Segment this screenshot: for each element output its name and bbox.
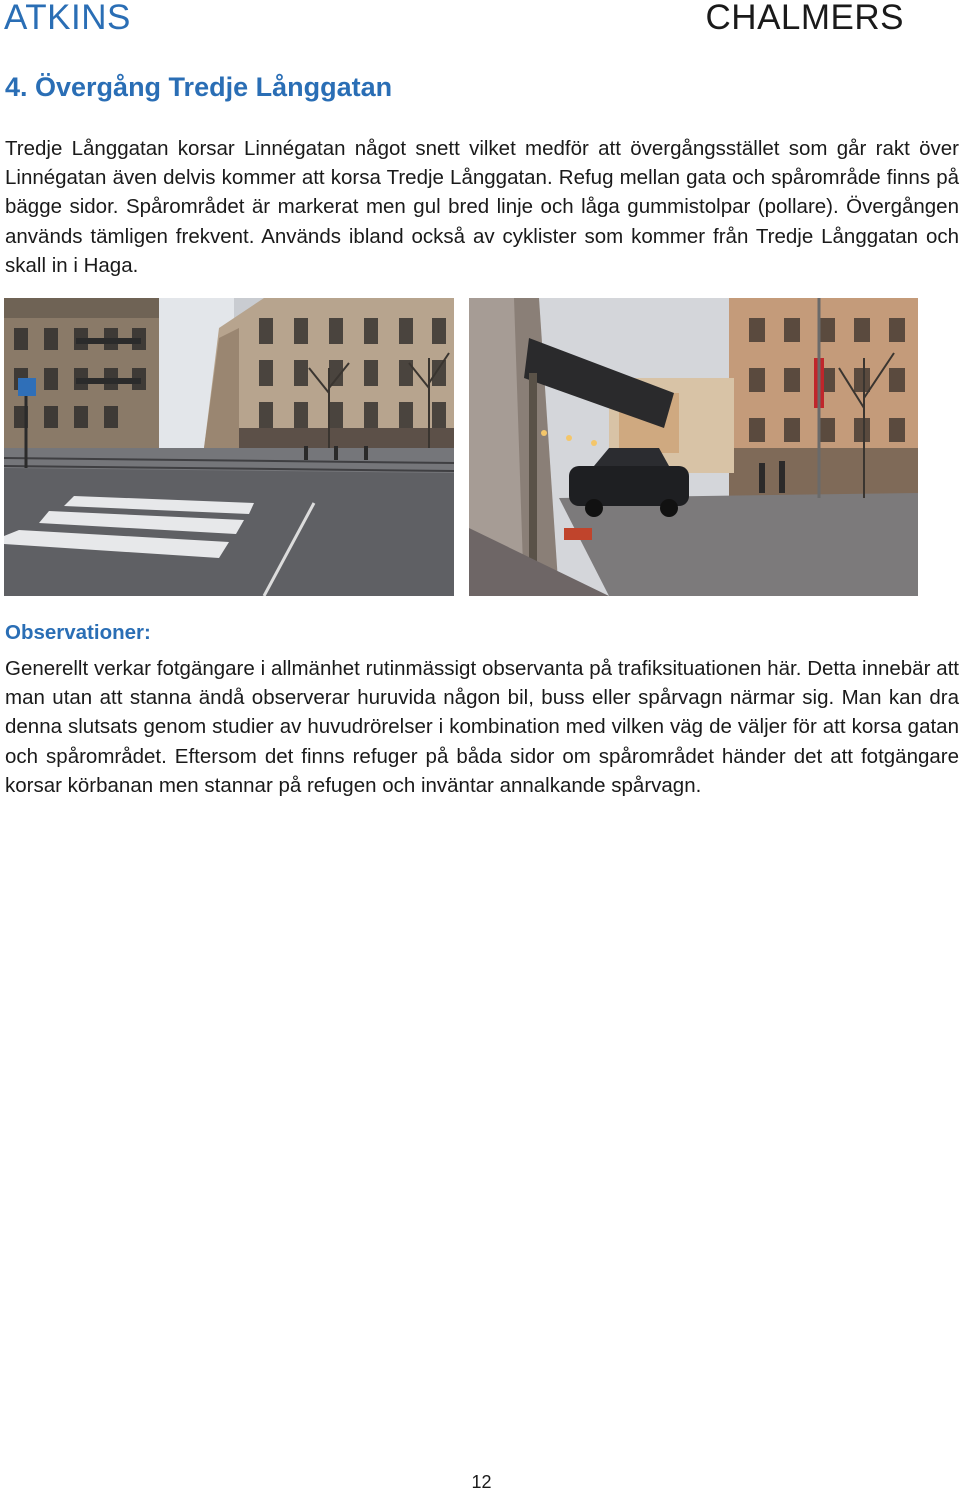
- page-number: 12: [471, 1472, 492, 1492]
- observations-paragraph: Generellt verkar fotgängare i allmänhet rutinmässigt observanta på trafiksituationen här. Detta innebär att man utan att stanna ändå observerar huruvida någon bil, buss eller spårvagn närmar sig. Man kan dra denna slutsats genom studier av huvudrörelser i kombination med vilken väg de väljer för att korsa gatan och spårområdet. Eftersom det finns refuger på båda sidor om spårområdet händer det att fotgängare korsar körbanan men stannar på refugen och inväntar annalkande spårvagn.: [5, 657, 959, 797]
- chalmers-logo: CHALMERS: [705, 0, 904, 37]
- intro-paragraph: Tredje Långgatan korsar Linnégatan något snett vilket medför att övergångsstället som går rakt över Linnégatan även delvis kommer att korsa Tredje Långgatan. Refug mellan gata och spårområde finns på bägge sidor. Spårområdet är markerat men gul bred linje och låga gummistolpar (pollare). Övergången används tämligen frekvent. Används ibland också av cyklister som kommer från Tredje Långgatan och skall in i Haga.: [5, 137, 959, 277]
- section-title: 4. Övergång Tredje Långgatan: [5, 72, 393, 102]
- street-corner-tram-photo: [469, 298, 918, 596]
- crosswalk-street-photo: [4, 298, 454, 596]
- atkins-logo: ATKINS: [4, 0, 131, 37]
- observations-heading: Observationer:: [5, 621, 151, 644]
